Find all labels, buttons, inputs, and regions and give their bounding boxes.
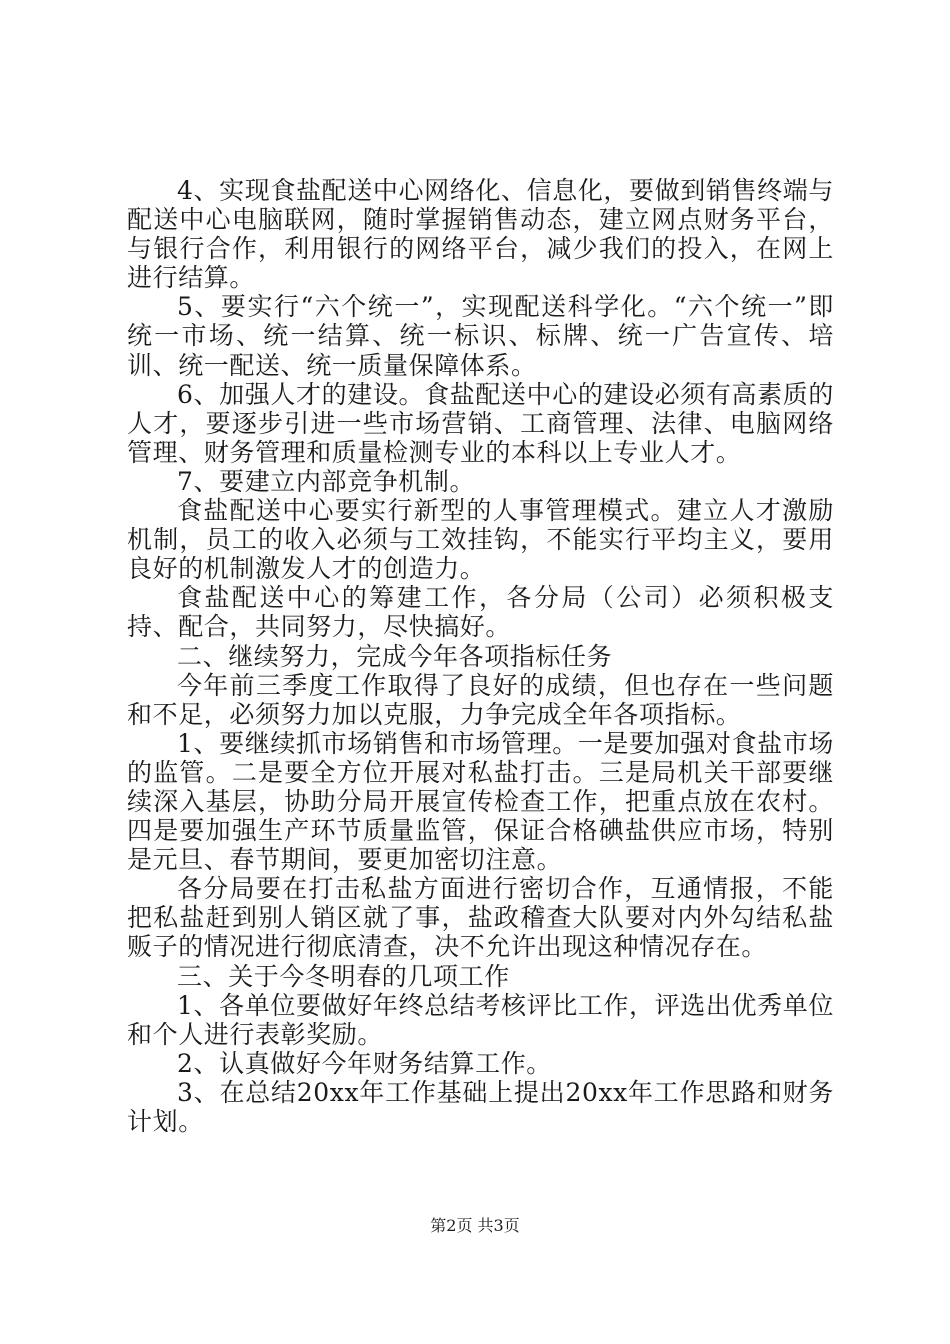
paragraph-9: 1、要继续抓市场销售和市场管理。一是要加强对食盐市场的监管。二是要全方位开展对私盐打击。三是局机关干部要继续深入基层，协助分局开展宣传检查工作，把重点放在农村。四是要加强生产环节质量监管，保证合格碘盐供应市场，特别是元旦、春节期间，要更加密切注意。: [127, 728, 834, 875]
paragraph-6: 食盐配送中心的筹建工作，各分局（公司）必须积极支持、配合，共同努力，尽快搞好。: [127, 583, 834, 642]
paragraph-5: 食盐配送中心要实行新型的人事管理模式。建立人才激励机制，员工的收入必须与工效挂钩，不能实行平均主义，要用良好的机制激发人才的创造力。: [127, 496, 834, 584]
paragraph-14: 3、在总结20xx年工作基础上提出20xx年工作思路和财务计划。: [127, 1077, 834, 1136]
paragraph-13: 2、认真做好今年财务结算工作。: [177, 1048, 552, 1078]
page-footer: 第2页 共3页: [430, 1216, 520, 1235]
paragraph-12: 1、各单位要做好年终总结考核评比工作，评选出优秀单位和个人进行表彰奖励。: [127, 990, 834, 1049]
paragraph-1: 4、实现食盐配送中心网络化、信息化，要做到销售终端与配送中心电脑联网，随时掌握销售动态，建立网点财务平台，与银行合作，利用银行的网络平台，减少我们的投入，在网上进行结算。: [127, 176, 834, 293]
paragraph-3: 6、加强人才的建设。食盐配送中心的建设必须有高素质的人才，要逐步引进一些市场营销、工商管理、法律、电脑网络管理、财务管理和质量检测专业的本科以上专业人才。: [127, 379, 834, 467]
section-heading-3: 三、关于今冬明春的几项工作: [177, 961, 510, 991]
paragraph-8: 今年前三季度工作取得了良好的成绩，但也存在一些问题和不足，必须努力加以克服，力争完成全年各项指标。: [127, 670, 834, 729]
document-body: [127, 176, 834, 1136]
paragraph-10: 各分局要在打击私盐方面进行密切合作，互通情报，不能把私盐赶到别人销区就了事，盐政稽查大队要对内外勾结私盐贩子的情况进行彻底清查，决不允许出现这种情况存在。: [127, 874, 834, 962]
paragraph-4: 7、要建立内部竞争机制。: [177, 466, 476, 496]
section-heading-2: 二、继续努力，完成今年各项指标任务: [177, 641, 613, 671]
paragraph-2: 5、要实行“六个统一”，实现配送科学化。“六个统一”即统一市场、统一结算、统一标识、标牌、统一广告宣传、培训、统一配送、统一质量保障体系。: [127, 292, 834, 380]
